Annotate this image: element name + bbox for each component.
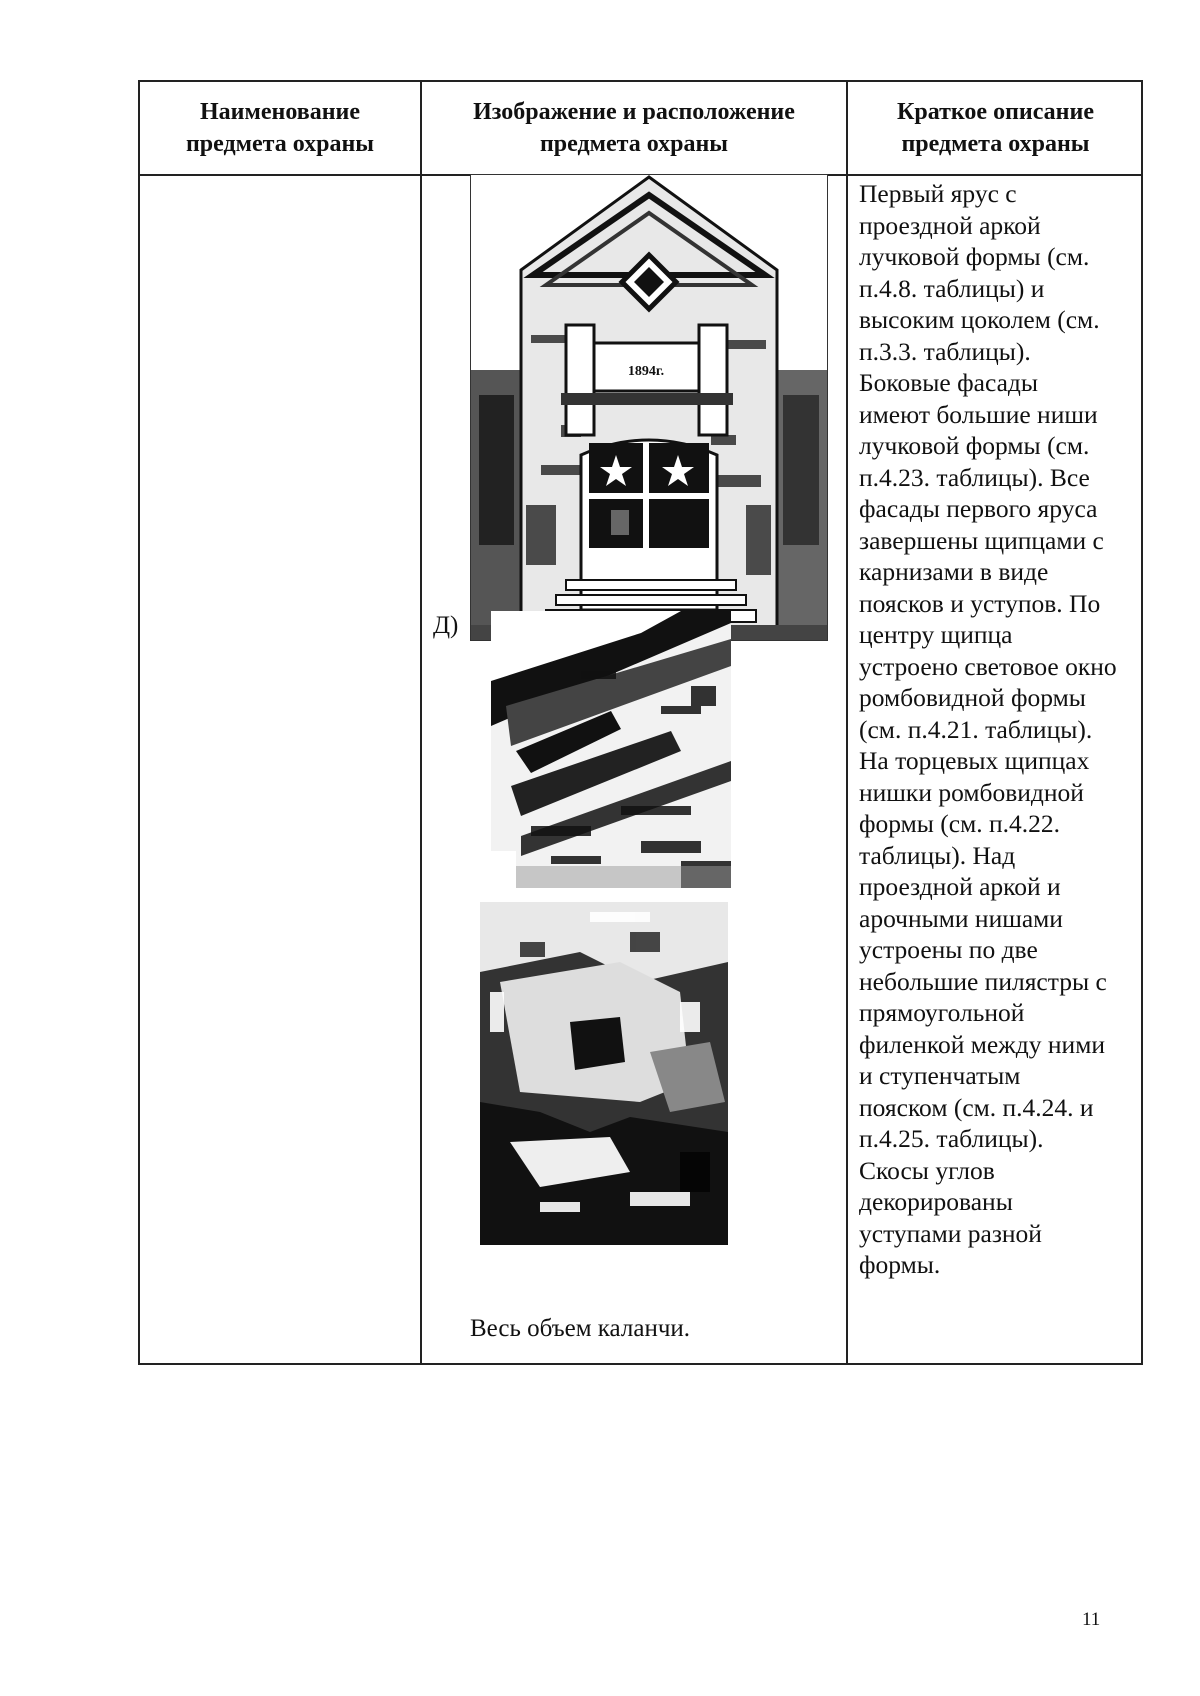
description-text: Первый ярус с проездной аркой лучковой формы (см. п.4.8. таблицы) и высоким цоколем (см. п.3.3. таблицы). Боковые фасады имеют большие ниши лучковой формы (см. п.4.23. таблицы). Все фасады первого яруса завершены щипцами с карнизами в виде поясков и уступов. По центру щипца устроено световое окно ромбовидной формы (см. п.4.21. таблицы). На торцевых щипцах нишки ромбовидной формы (см. п.4.22. таблицы). Над проездной аркой и арочными нишами устроены по две небольшие пилястры с прямоугольной филенкой между ними и ступенчатым пояском (см. п.4.24. и п.4.25. таблицы). Скосы углов декорированы уступами разной формы.	[859, 179, 1117, 1279]
facade-photo-inscription: 1894г.	[627, 364, 665, 379]
header-description: Краткое описание предмета охраны	[897, 99, 1094, 157]
column-divider	[420, 82, 422, 1363]
protection-table	[138, 80, 1143, 1365]
page-number: 11	[1082, 1609, 1101, 1630]
image-label: Д)	[433, 612, 459, 639]
header-image: Изображение и расположение предмета охраны	[473, 99, 795, 157]
cornice-detail-photo	[491, 611, 731, 888]
facade-photo	[470, 174, 828, 641]
header-name: Наименование предмета охраны	[185, 99, 375, 157]
column-divider	[846, 82, 848, 1363]
wall-detail-photo	[480, 902, 728, 1245]
image-caption: Весь объем каланчи.	[469, 1315, 691, 1342]
